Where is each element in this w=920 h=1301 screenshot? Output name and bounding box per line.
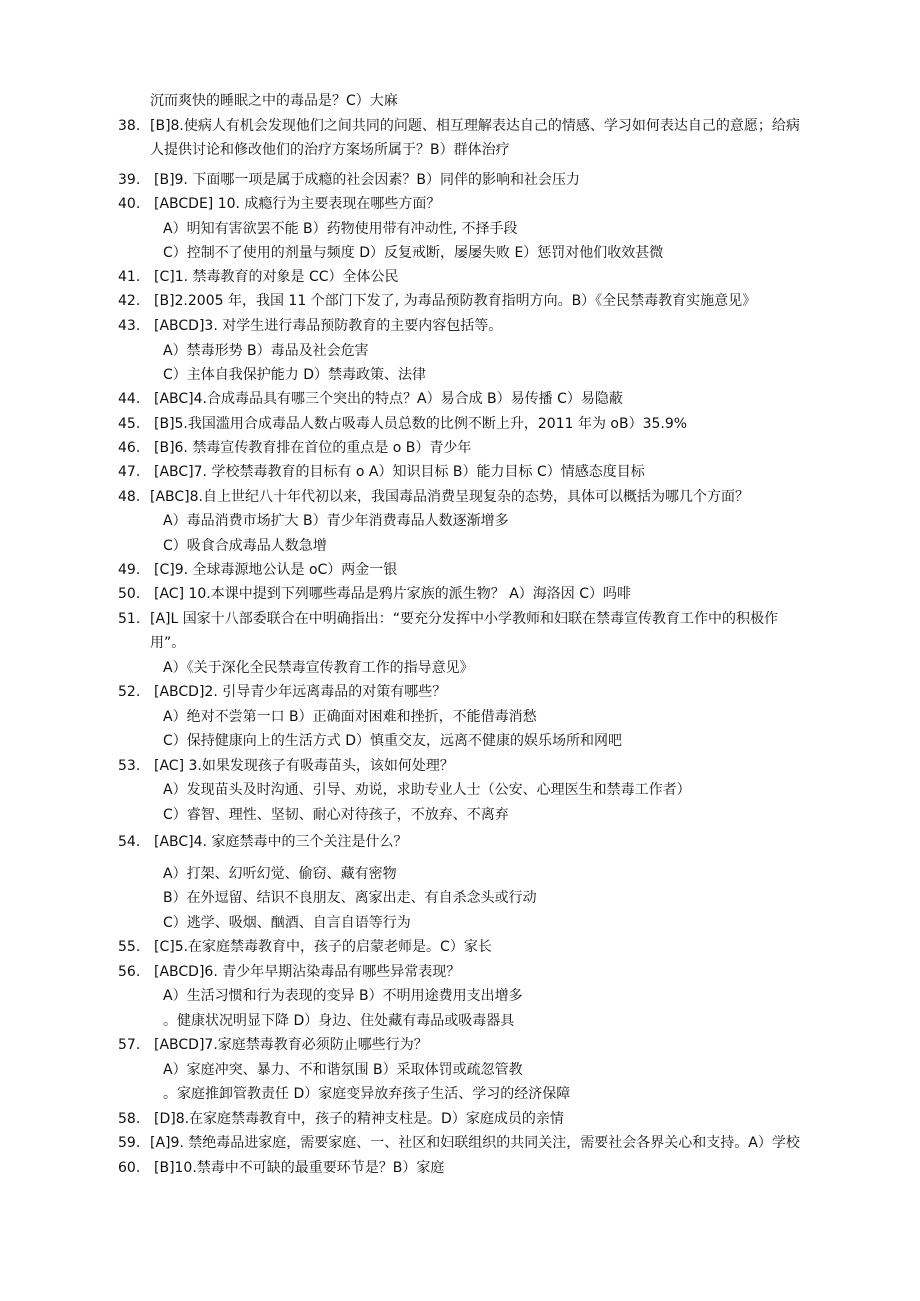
option-line: A）发现苗头及时沟通、引导、劝说，求助专业人士（公安、心理医生和禁毒工作者） <box>163 782 691 798</box>
text-line: 用”。 <box>150 635 186 651</box>
option-line: 。健康状况明显下降 D）身边、住处藏有毒品或吸毒器具 <box>163 1013 515 1029</box>
option-line: C）主体自我保护能力 D）禁毒政策、法律 <box>163 367 427 383</box>
text-line: 人提供讨论和修改他们的治疗方案场所属于？B）群体治疗 <box>150 142 510 158</box>
option-line: A）禁毒形势 B）毒品及社会危害 <box>163 343 369 359</box>
option-line: C）吸食合成毒品人数急增 <box>163 538 327 554</box>
option-line: A）家庭冲突、暴力、不和谐氛围 B）采取体罚或疏忽管教 <box>163 1062 523 1078</box>
text-line: 沉而爽快的睡眠之中的毒品是？C）大麻 <box>150 93 398 109</box>
option-line: A）明知有害欲罢不能 B）药物使用带有冲动性, 不择手段 <box>163 221 518 237</box>
option-line: A）打架、幻听幻觉、偷窃、藏有密物 <box>163 866 397 882</box>
option-line: C）保持健康向上的生活方式 D）慎重交友，远离不健康的娱乐场所和网吧 <box>163 733 623 749</box>
option-line: B）在外逗留、结识不良朋友、离家出走、有自杀念头或行动 <box>163 890 537 906</box>
option-line: C）逃学、吸烟、酗酒、自言自语等行为 <box>163 915 411 931</box>
document-page: 沉而爽快的睡眠之中的毒品是？C）大麻 38. [B]8.使病人有机会发现他们之间共同的问题、相互理解表达自己的情感、学习如何表达自己的意愿；给病 人提供讨论和修改他们的治疗方案场所属于？B）群体治疗 39. [B]9. 下面哪一项是属于成瘾的社会因素？B）同伴的影响和社会压力 40. [ABCDE] 10. 成瘾行为主要表现在哪些方面？ A）明知有害欲罢不能 B）药物使用带有冲动性, 不择手段 C）控制不了使用的剂量与频度 D）反复戒断，屡屡失败 E）惩罚对他们收效甚微 41. [C]1. 禁毒教育的对象是 CC）全体公民 42. [B]2.2005 年，我国 11 个部门下发了, 为毒品预防教育指明方向。B）《全民禁毒教育实施意见》 43. [ABCD]3. 对学生进行毒品预防教育的主要内容包括等。 A）禁毒形势 B）毒品及社会危害 C）主体自我保护能力 D）禁毒政策、法律 44. [ABC]4.合成毒品具有哪三个突出的特点？A）易合成 B）易传播 C）易隐蔽 45. [B]5.我国滥用合成毒品人数占吸毒人员总数的比例不断上升，2011 年为 oB）35.9% 46. [B]6. 禁毒宣传教育排在首位的重点是 o B）青少年 47. [ABC]7. 学校禁毒教育的目标有 o A）知识目标 B）能力目标 C）情感态度目标 48. [ABC]8.自上世纪八十年代初以来，我国毒品消费呈现复杂的态势，具体可以概括为哪几个方面？ A）毒品消费市场扩大 B）青少年消费毒品人数逐渐增多 C）吸食合成毒品人数急增 49. [C]9. 全球毒源地公认是 oC）两金一银 50. [AC] 10.本课中提到下列哪些毒品是鸦片家族的派生物？ A）海洛因 C）吗啡 51. [A]L 国家十八部委联合在中明确指出：“要充分发挥中小学教师和妇联在禁毒宣传教育工作中的积极作 用”。 A）《关于深化全民禁毒宣传教育工作的指导意见》 52. [ABCD]2. 引导青少年远离毒品的对策有哪些？ A）绝对不尝第一口 B）正确面对困难和挫折，不能借毒消愁 C）保持健康向上的生活方式 D）慎重交友，远离不健康的娱乐场所和网吧 53. [AC] 3.如果发现孩子有吸毒苗头，该如何处理？ A）发现苗头及时沟通、引导、劝说，求助专业人士（公安、心理医生和禁毒工作者） C）睿智、理性、坚韧、耐心对待孩子，不放弃、不离弃 54. [ABC]4. 家庭禁毒中的三个关注是什么？ A）打架、幻听幻觉、偷窃、藏有密物 B）在外逗留、结识不良朋友、离家出走、有自杀念头或行动 C）逃学、吸烟、酗酒、自言自语等行为 55. [C]5.在家庭禁毒教育中，孩子的启蒙老师是。C）家长 56. [ABCD]6. 青少年早期沾染毒品有哪些异常表现？ A）生活习惯和行为表现的变异 B）不明用途费用支出增多 。健康状况明显下降 D）身边、住处藏有毒品或吸毒器具 57. [ABCD]7.家庭禁毒教育必须防止哪些行为？ A）家庭冲突、暴力、不和谐氛围 B）采取体罚或疏忽管教 。家庭推卸管教责任 D）家庭变异放弃孩子生活、学习的经济保障 58. [D]8.在家庭禁毒教育中，孩子的精神支柱是。D）家庭成员的亲情 59. [A]9. 禁绝毒品进家庭，需要家庭、一、社区和妇联组织的共同关注，需要社会各界关心和支持。A）学校 60. [B]10.禁毒中不可缺的最重要环节是？B）家庭 <box>118 93 800 1176</box>
option-line: A）绝对不尝第一口 B）正确面对困难和挫折，不能借毒消愁 <box>163 709 537 725</box>
option-line: C）睿智、理性、坚韧、耐心对待孩子，不放弃、不离弃 <box>163 807 509 823</box>
option-line: A）《关于深化全民禁毒宣传教育工作的指导意见》 <box>163 660 474 676</box>
option-line: C）控制不了使用的剂量与频度 D）反复戒断，屡屡失败 E）惩罚对他们收效甚微 <box>163 245 664 261</box>
option-line: A）生活习惯和行为表现的变异 B）不明用途费用支出增多 <box>163 988 523 1004</box>
option-line: 。家庭推卸管教责任 D）家庭变异放弃孩子生活、学习的经济保障 <box>163 1086 571 1102</box>
option-line: A）毒品消费市场扩大 B）青少年消费毒品人数逐渐增多 <box>163 513 509 529</box>
